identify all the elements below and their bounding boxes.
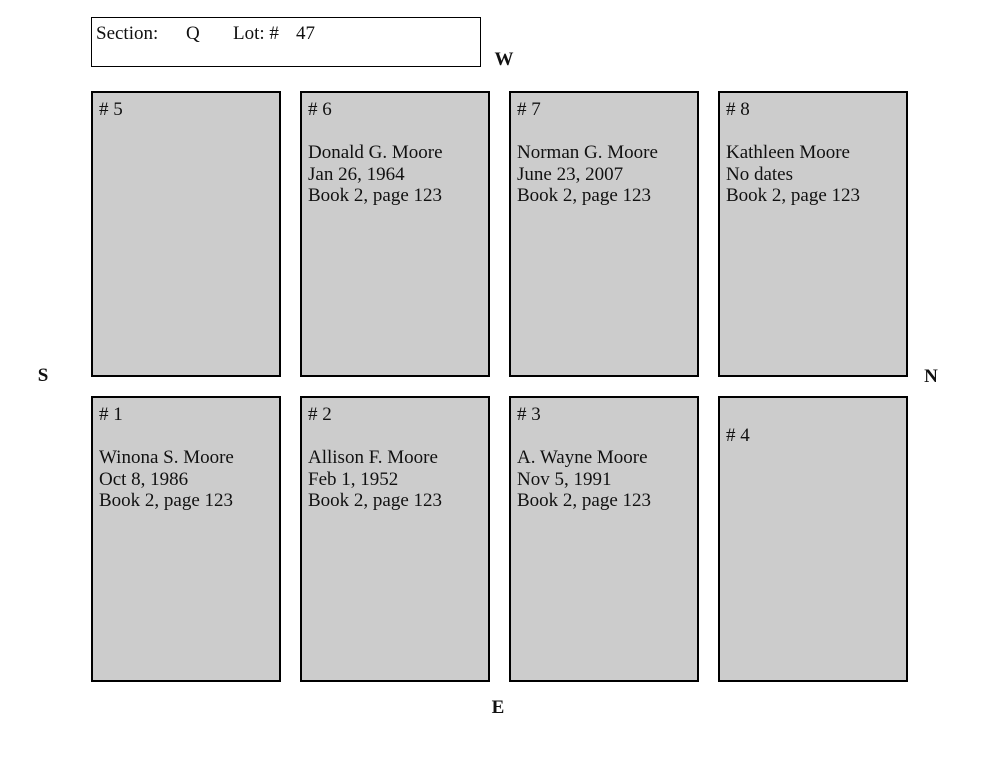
plot-2 [300, 396, 490, 682]
compass-north: N [924, 366, 938, 387]
burial-date: Feb 1, 1952 [308, 468, 399, 490]
plot-info [99, 447, 234, 512]
plot-number: # 4 [726, 425, 750, 446]
burial-date: June 23, 2007 [517, 163, 624, 185]
section-value: Q [186, 23, 200, 44]
plot-number: # 5 [99, 99, 123, 120]
lot-value: 47 [296, 23, 315, 44]
plot-number: # 7 [517, 99, 541, 120]
burial-record: Book 2, page 123 [308, 185, 443, 206]
section-label: Section: [96, 23, 159, 44]
plot-7 [509, 91, 699, 377]
plot-5 [91, 91, 281, 377]
burial-record: Book 2, page 123 [308, 490, 443, 511]
burial-date: No dates [726, 163, 794, 185]
compass-east: E [491, 697, 505, 718]
burial-name: Norman G. Moore [517, 142, 658, 163]
plot-4 [718, 396, 908, 682]
burial-name: A. Wayne Moore [517, 447, 648, 468]
burial-record: Book 2, page 123 [99, 490, 234, 511]
compass-south: S [37, 365, 49, 386]
lot-label: Lot: # [233, 23, 279, 44]
plot-number: # 6 [308, 99, 332, 120]
plot-info [726, 142, 860, 207]
burial-record: Book 2, page 123 [726, 185, 861, 206]
burial-date: Jan 26, 1964 [308, 163, 405, 185]
compass-west: W [494, 49, 514, 70]
burial-name: Allison F. Moore [308, 447, 438, 468]
burial-name: Winona S. Moore [99, 447, 234, 468]
plot-info [517, 447, 651, 512]
plot-number: # 1 [99, 404, 123, 425]
plot-number: # 8 [726, 99, 750, 120]
plot-info [308, 142, 443, 207]
burial-record: Book 2, page 123 [517, 490, 652, 511]
plot-8 [718, 91, 908, 377]
plot-6 [300, 91, 490, 377]
burial-date: Oct 8, 1986 [99, 468, 189, 490]
plot-info [517, 142, 658, 207]
burial-name: Donald G. Moore [308, 142, 443, 163]
plot-info [308, 447, 442, 512]
plot-3 [509, 396, 699, 682]
section-lot-header [91, 17, 481, 67]
burial-record: Book 2, page 123 [517, 185, 652, 206]
plot-1 [91, 396, 281, 682]
plot-number: # 3 [517, 404, 541, 425]
plot-number: # 2 [308, 404, 332, 425]
burial-date: Nov 5, 1991 [517, 468, 612, 490]
burial-name: Kathleen Moore [726, 142, 850, 163]
